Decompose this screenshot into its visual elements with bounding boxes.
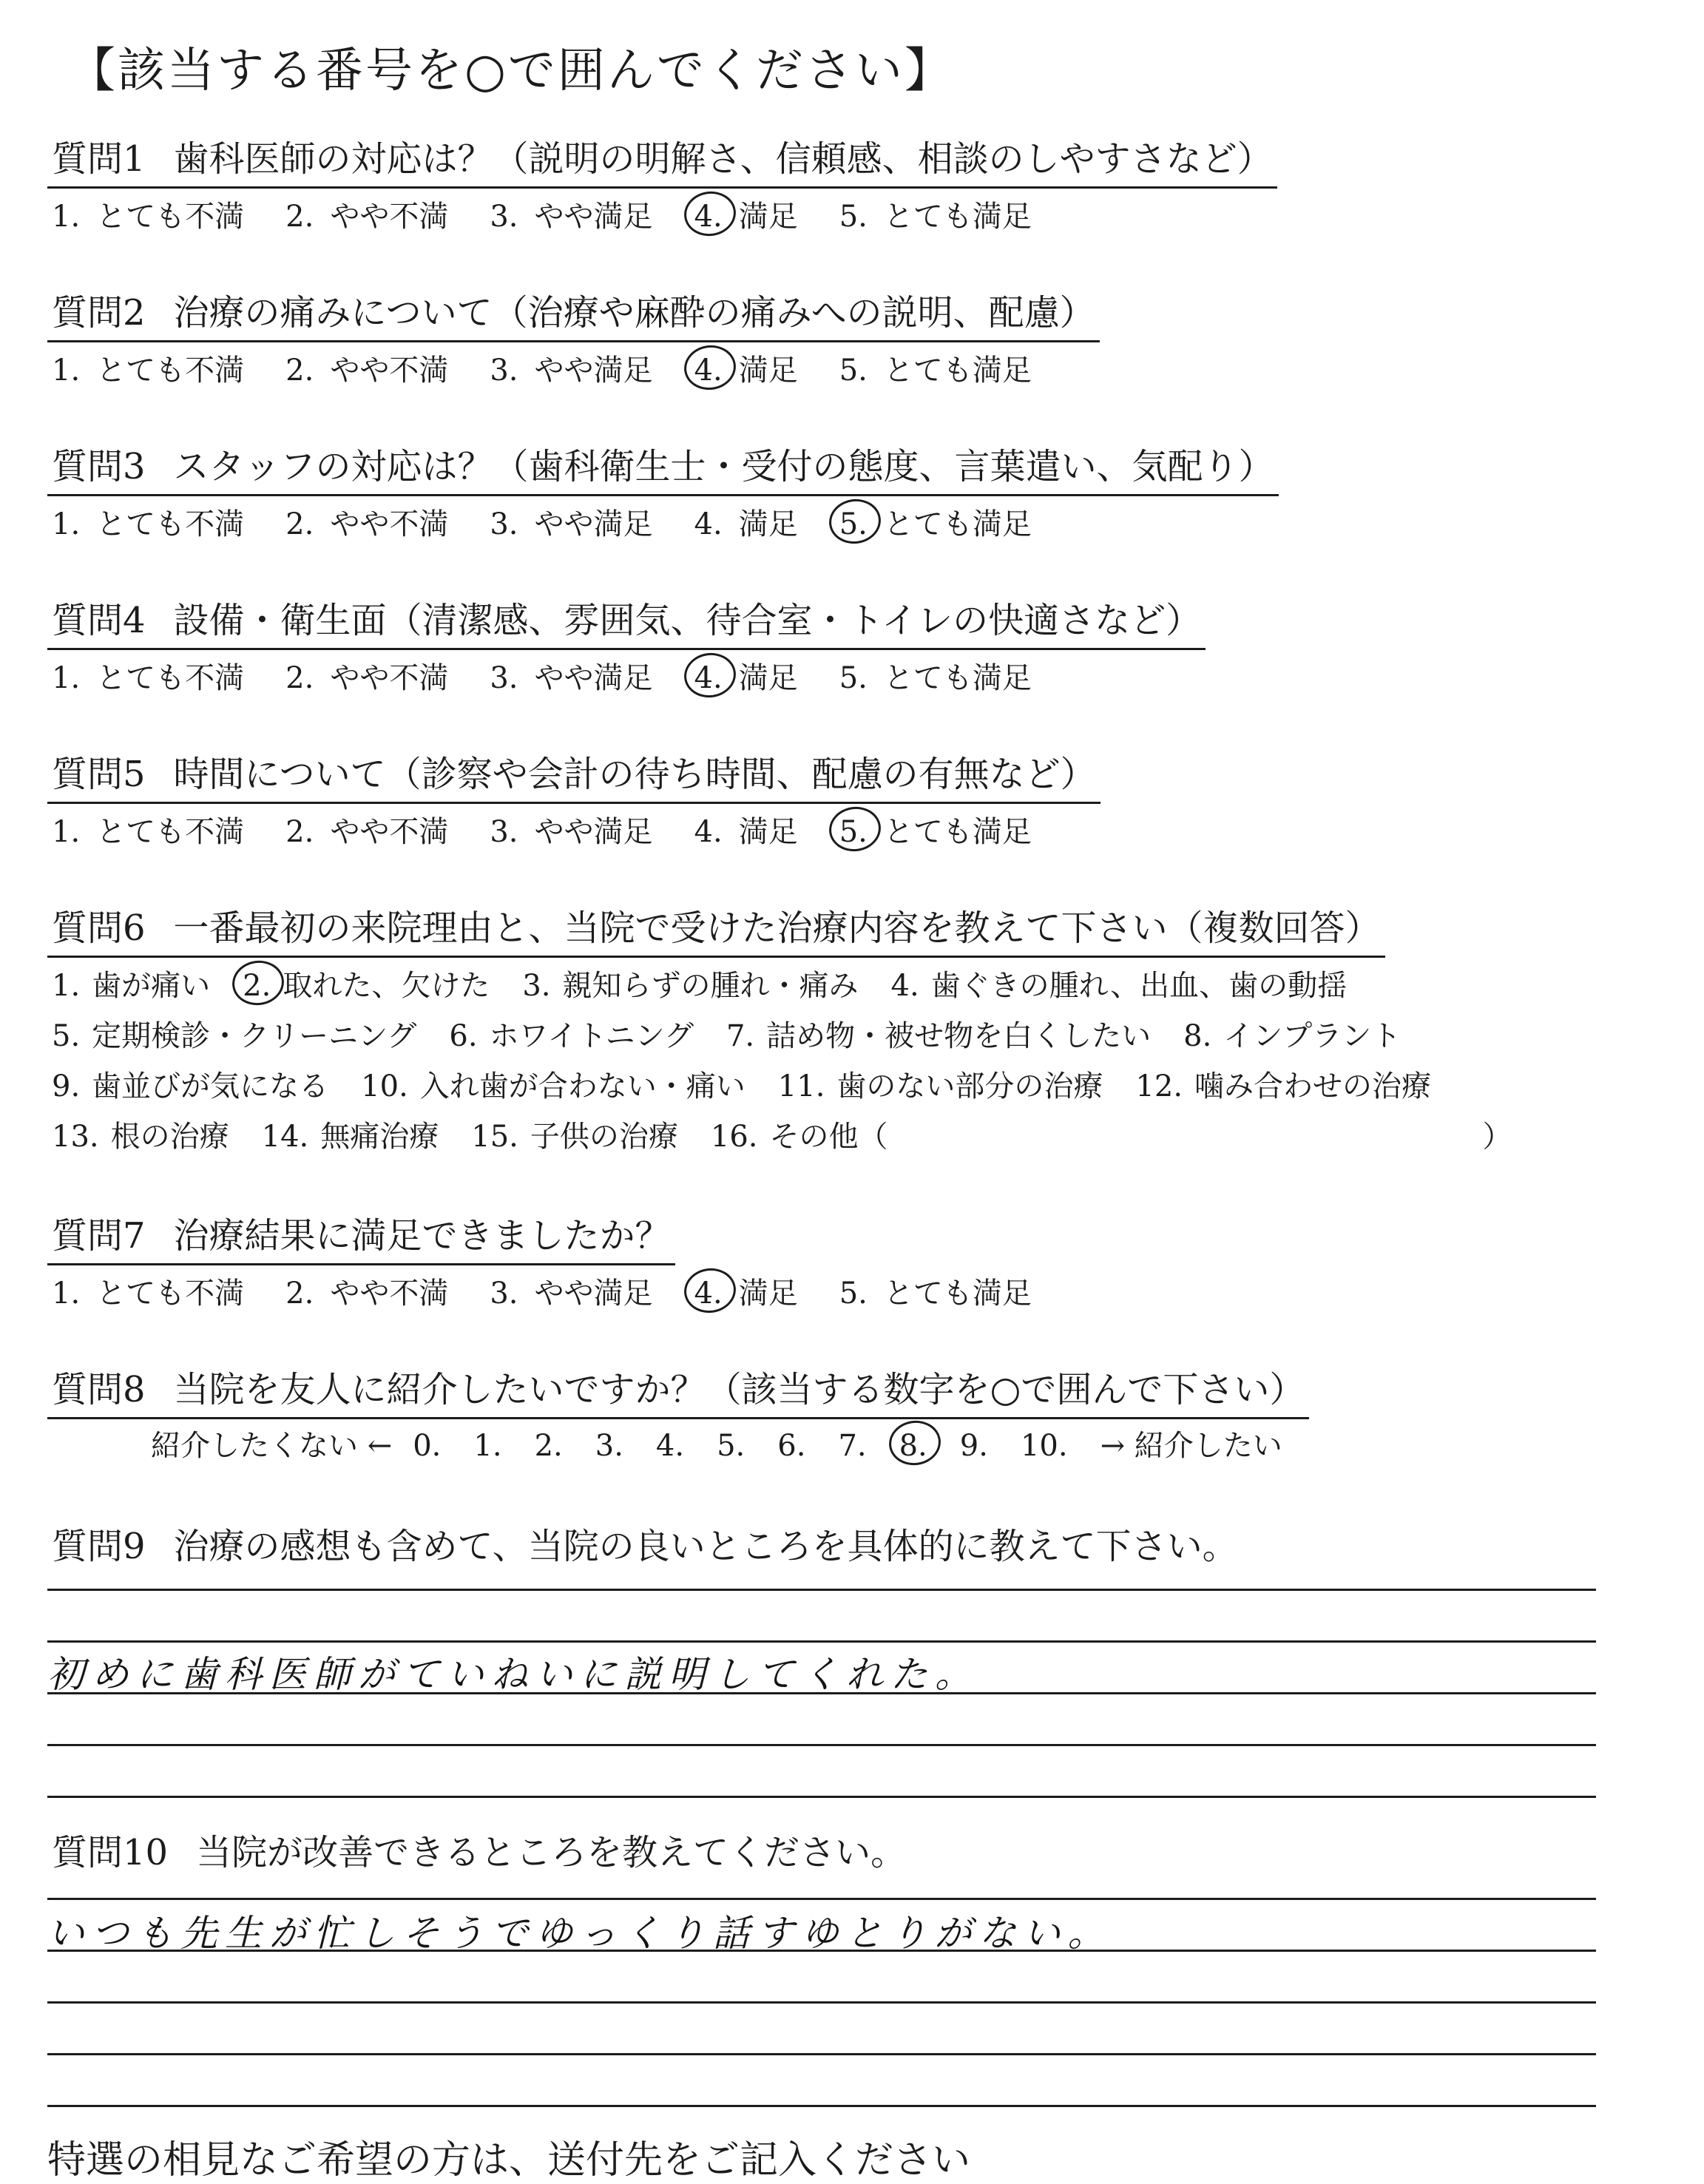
question-5-options: [47, 810, 1637, 854]
question-5: [47, 750, 1637, 854]
option-number: 1.: [52, 200, 81, 234]
q9-handwritten-answer: 初めに歯科医師がていねいに説明してくれた。: [47, 1653, 979, 1696]
option-number: 2.: [285, 815, 314, 849]
option-label: やや満足: [534, 815, 653, 849]
question-9-heading: [47, 1522, 1242, 1574]
option-label: 無痛治療: [320, 1120, 439, 1154]
option-2: [285, 195, 448, 239]
option-label: ホワイトニング: [489, 1019, 694, 1053]
answer-line: [47, 1589, 1596, 1591]
option-number: 7.: [726, 1019, 755, 1053]
option-label: 満足: [738, 354, 798, 388]
option-number: 3.: [490, 507, 518, 541]
question-6: [47, 904, 1637, 1159]
question-text: 治療の感想も含めて、当院の良いところを具体的に教えて下さい。: [173, 1526, 1238, 1567]
page-title: 【該当する番号を○で囲んでください】: [68, 44, 954, 98]
option-number: 5.: [839, 1277, 868, 1311]
option-label: 入れ歯が合わない・痛い: [419, 1069, 746, 1103]
option-5: [839, 195, 1032, 239]
option-4: [694, 348, 798, 393]
q6-option-row: [47, 1064, 1637, 1109]
scale-value: [413, 1424, 441, 1468]
q6-option: [726, 1014, 1151, 1058]
q10-handwritten-answer: いつも先生が忙しそうでゆっくり話すゆとりがない。: [47, 1912, 1112, 1955]
option-label: とても満足: [883, 661, 1032, 695]
question-1: [47, 135, 1637, 239]
option-label: 親知らずの腫れ・痛み: [562, 969, 859, 1003]
q6-option: [471, 1115, 678, 1159]
scale-value: [838, 1424, 866, 1468]
question-2: [47, 288, 1637, 393]
option-number: 13.: [52, 1120, 99, 1154]
q6-option: [52, 1014, 416, 1058]
question-8-heading: [47, 1365, 1309, 1419]
other-close-paren: ）: [1482, 1120, 1512, 1154]
scale-number: 1.: [473, 1429, 502, 1463]
question-number: 質問10: [52, 1832, 169, 1873]
q6-option: [711, 1115, 888, 1159]
option-number: 1.: [52, 1277, 81, 1311]
answer-line: [47, 2001, 1596, 2004]
q6-option-row: [47, 1115, 1637, 1159]
option-label: 子供の治療: [530, 1120, 678, 1154]
scale-number: 6.: [777, 1429, 806, 1463]
option-label: とても満足: [883, 1277, 1032, 1311]
option-label: 満足: [738, 661, 798, 695]
option-4: [694, 195, 798, 239]
question-number: 質問5: [52, 754, 146, 795]
option-label: その他（: [769, 1120, 888, 1154]
option-1: [52, 1271, 244, 1316]
option-3: [490, 502, 652, 547]
option-number: 10.: [361, 1069, 408, 1103]
option-3: [490, 348, 652, 393]
question-text: 一番最初の来院理由と、当院で受けた治療内容を教えて下さい（複数回答）: [173, 907, 1381, 949]
option-number: 2.: [285, 661, 314, 695]
question-3-heading: [47, 442, 1279, 496]
q6-option: [1183, 1014, 1401, 1058]
option-5: [839, 348, 1032, 393]
option-number: 1.: [52, 815, 81, 849]
scale-left-label: 紹介したくない ←: [151, 1429, 393, 1463]
question-10: [47, 1828, 1637, 1880]
option-label: 歯が痛い: [92, 969, 211, 1003]
q6-option: [522, 964, 858, 1008]
option-label: やや不満: [330, 815, 449, 849]
question-4-options: [47, 656, 1637, 700]
question-4-heading: [47, 596, 1206, 650]
option-label: とても満足: [883, 815, 1032, 849]
scale-value: [656, 1424, 684, 1468]
scale-number: 3.: [595, 1429, 623, 1463]
option-number: 15.: [471, 1120, 518, 1154]
option-number: 4.: [694, 195, 723, 239]
option-number: 6.: [449, 1019, 478, 1053]
answer-line: [47, 1692, 1596, 1694]
answer-line: [47, 1744, 1596, 1746]
option-number: 1.: [52, 354, 81, 388]
option-5: [839, 502, 1032, 547]
option-label: 定期検診・クリーニング: [92, 1019, 417, 1053]
footer-note: 特選の相見なご希望の方は、送付先をご記入ください: [47, 2138, 971, 2183]
question-8: [47, 1365, 1637, 1468]
option-label: やや満足: [534, 507, 653, 541]
option-number: 3.: [490, 815, 518, 849]
scale-value: [899, 1424, 927, 1468]
question-1-options: [47, 195, 1637, 239]
question-text: 治療の痛みについて（治療や麻酔の痛みへの説明、配慮）: [173, 292, 1095, 334]
option-label: 歯並びが気になる: [92, 1069, 329, 1103]
option-label: 詰め物・被せ物を白くしたい: [766, 1019, 1152, 1053]
option-number: 2.: [285, 507, 314, 541]
option-label: 取れた、欠けた: [283, 969, 490, 1003]
option-label: やや満足: [534, 1277, 653, 1311]
question-6-heading: [47, 904, 1385, 958]
option-label: とても不満: [96, 200, 245, 234]
option-label: とても不満: [96, 354, 245, 388]
option-number: 3.: [522, 969, 551, 1003]
option-number: 16.: [710, 1120, 758, 1154]
option-number: 4.: [694, 348, 723, 393]
option-5: [839, 656, 1032, 700]
option-4: [694, 1271, 798, 1316]
option-number: 5.: [52, 1019, 81, 1053]
option-number: 5.: [839, 502, 868, 547]
option-label: 歯ぐきの腫れ、出血、歯の動揺: [930, 969, 1348, 1003]
option-5: [839, 1271, 1032, 1316]
option-label: やや満足: [534, 354, 653, 388]
option-2: [285, 1271, 448, 1316]
q6-option: [361, 1064, 746, 1109]
option-number: 2.: [285, 354, 314, 388]
option-number: 4.: [694, 507, 723, 541]
option-label: 満足: [738, 1277, 798, 1311]
question-number: 質問4: [52, 600, 146, 641]
option-2: [285, 656, 448, 700]
option-number: 11.: [777, 1069, 825, 1103]
option-label: やや不満: [330, 354, 449, 388]
option-number: 5.: [839, 354, 868, 388]
question-2-options: [47, 348, 1637, 393]
question-number: 質問3: [52, 446, 146, 487]
option-1: [52, 656, 244, 700]
question-number: 質問6: [52, 907, 146, 949]
question-text: 時間について（診察や会計の待ち時間、配慮の有無など）: [173, 754, 1096, 795]
scale-number: 9.: [959, 1429, 988, 1463]
question-number: 質問1: [52, 138, 146, 180]
option-2: [285, 348, 448, 393]
option-2: [285, 810, 448, 854]
option-label: やや満足: [534, 661, 653, 695]
option-label: とても満足: [883, 507, 1032, 541]
scale-value: [535, 1424, 563, 1468]
option-number: 5.: [839, 661, 868, 695]
option-label: インプラント: [1223, 1019, 1402, 1053]
option-label: やや不満: [330, 507, 449, 541]
question-text: 歯科医師の対応は？（説明の明解さ、信頼感、相談のしやすさなど）: [173, 138, 1273, 180]
option-number: 4.: [694, 656, 723, 700]
option-3: [490, 656, 652, 700]
option-number: 12.: [1135, 1069, 1183, 1103]
option-number: 3.: [490, 1277, 518, 1311]
option-2: [285, 502, 448, 547]
q6-option: [52, 964, 210, 1008]
option-number: 2.: [285, 200, 314, 234]
option-label: 満足: [738, 200, 798, 234]
option-label: とても満足: [883, 354, 1032, 388]
question-text: 治療結果に満足できましたか？: [173, 1215, 671, 1257]
option-number: 4.: [890, 969, 919, 1003]
scale-number: 10.: [1020, 1429, 1068, 1463]
question-7-options: [47, 1271, 1637, 1316]
question-text: 当院を友人に紹介したいですか？（該当する数字を○で囲んで下さい）: [173, 1369, 1305, 1410]
question-2-heading: [47, 288, 1100, 342]
option-number: 4.: [694, 1271, 723, 1316]
option-number: 1.: [52, 507, 81, 541]
scale-value: [960, 1424, 988, 1468]
option-1: [52, 502, 244, 547]
question-7: [47, 1211, 1637, 1316]
scale-right-label: → 紹介したい: [1100, 1429, 1282, 1463]
answer-line: [47, 1950, 1596, 1952]
q6-option: [52, 1064, 328, 1109]
scale-number: 5.: [717, 1429, 746, 1463]
answer-line: [47, 1796, 1596, 1798]
question-8-scale: [47, 1424, 1637, 1468]
question-3: [47, 442, 1637, 547]
option-label: 満足: [738, 507, 798, 541]
scale-value: [777, 1424, 805, 1468]
question-10-heading: [47, 1828, 910, 1880]
scale-number: 7.: [838, 1429, 867, 1463]
q6-option: [778, 1064, 1103, 1109]
option-number: 1.: [52, 661, 81, 695]
option-3: [490, 1271, 652, 1316]
option-number: 5.: [839, 200, 868, 234]
option-3: [490, 810, 652, 854]
option-number: 3.: [490, 200, 518, 234]
option-label: 満足: [738, 815, 798, 849]
option-5: [839, 810, 1032, 854]
answer-line: [47, 1640, 1596, 1643]
option-1: [52, 348, 244, 393]
answer-line: [47, 2053, 1596, 2055]
option-3: [490, 195, 652, 239]
option-number: 4.: [694, 815, 723, 849]
scale-value: [1021, 1424, 1068, 1468]
option-label: 噛み合わせの治療: [1194, 1069, 1432, 1103]
option-number: 2.: [243, 964, 271, 1008]
option-number: 5.: [839, 810, 868, 854]
q6-option: [262, 1115, 439, 1159]
question-6-options: [47, 964, 1637, 1159]
option-number: 2.: [285, 1277, 314, 1311]
option-label: やや満足: [534, 200, 653, 234]
question-7-heading: [47, 1211, 675, 1265]
option-number: 3.: [490, 354, 518, 388]
scale-value: [473, 1424, 501, 1468]
option-number: 1.: [52, 969, 81, 1003]
option-4: [694, 656, 798, 700]
option-4: [694, 810, 798, 854]
option-label: やや不満: [330, 200, 449, 234]
option-label: とても不満: [96, 507, 245, 541]
scale-number: 8.: [899, 1429, 927, 1463]
option-label: とても不満: [96, 1277, 245, 1311]
scale-number: 4.: [655, 1429, 685, 1463]
question-4: [47, 596, 1637, 700]
question-5-heading: [47, 750, 1100, 804]
question-3-options: [47, 502, 1637, 547]
option-4: [694, 502, 798, 547]
q6-option: [449, 1014, 694, 1058]
question-number: 質問9: [52, 1526, 146, 1567]
option-label: やや不満: [330, 1277, 449, 1311]
answer-line: [47, 1898, 1596, 1900]
question-1-heading: [47, 135, 1277, 189]
option-1: [52, 810, 244, 854]
question-text: スタッフの対応は？（歯科衛生士・受付の態度、言葉遣い、気配り）: [173, 446, 1274, 487]
option-number: 3.: [490, 661, 518, 695]
option-number: 14.: [261, 1120, 309, 1154]
q6-option: [1135, 1064, 1431, 1109]
scale-number: 0.: [413, 1429, 442, 1463]
question-text: 当院が改善できるところを教えてください。: [196, 1832, 907, 1873]
option-label: とても不満: [96, 661, 245, 695]
q6-option: [52, 1115, 229, 1159]
q6-option-row: [47, 1014, 1637, 1058]
q6-option: [243, 964, 490, 1008]
option-number: 9.: [52, 1069, 81, 1103]
question-9: [47, 1522, 1637, 1574]
answer-line: [47, 2105, 1596, 2107]
question-text: 設備・衛生面（清潔感、雰囲気、待合室・トイレの快適さなど）: [173, 600, 1202, 641]
option-number: 8.: [1183, 1019, 1212, 1053]
option-label: 歯のない部分の治療: [836, 1069, 1103, 1103]
scale-number: 2.: [534, 1429, 563, 1463]
question-number: 質問2: [52, 292, 146, 334]
scale-value: [595, 1424, 623, 1468]
option-label: とても不満: [96, 815, 245, 849]
question-number: 質問8: [52, 1369, 146, 1410]
scale-value: [717, 1424, 745, 1468]
question-number: 質問7: [52, 1215, 146, 1257]
q6-option-row: [47, 964, 1637, 1008]
option-1: [52, 195, 244, 239]
option-label: 根の治療: [110, 1120, 229, 1154]
q6-option: [891, 964, 1348, 1008]
option-label: やや不満: [330, 661, 449, 695]
option-label: とても満足: [883, 200, 1032, 234]
